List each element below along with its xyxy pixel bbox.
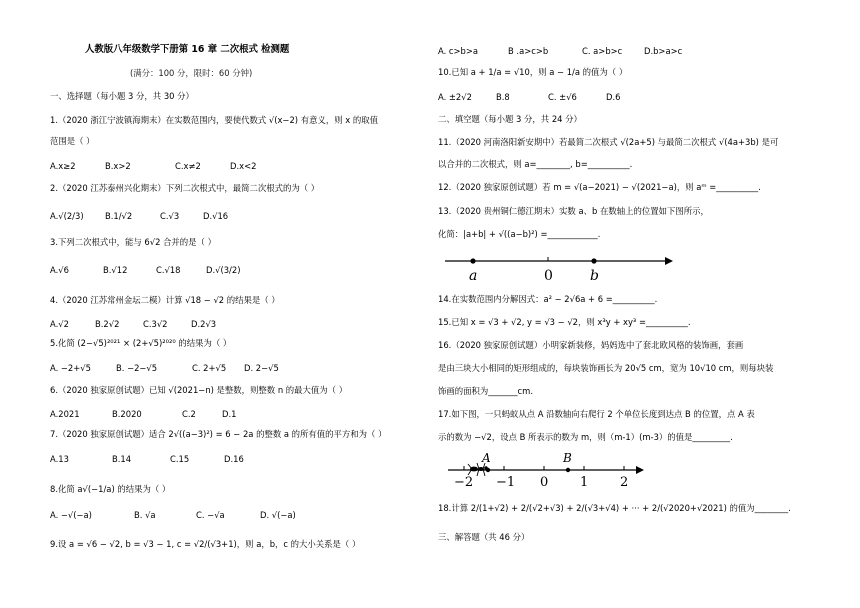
question-4: 4.（2020 江苏常州金坛二模）计算 √18 − √2 的结果是（ ）: [50, 295, 280, 305]
question-1-line-1: 1.（2020 浙江宁波镇海期末）在实数范围内，要使代数式 √(x−2) 有意义，则 x 的取值: [50, 115, 378, 125]
axis-arrow: [665, 257, 673, 265]
option-b[interactable]: B.1/√2: [105, 211, 133, 221]
option-c[interactable]: C.3√2: [143, 319, 168, 329]
question-18-suffix: 的值为________.: [729, 503, 791, 513]
label-b: b: [590, 268, 599, 284]
point-b: [591, 258, 596, 263]
section-heading-choice: 一、选择题（每小题 3 分，共 30 分）: [50, 91, 194, 101]
question-2-options: [50, 210, 228, 222]
section-heading-answer: 三、解答题（共 46 分）: [438, 532, 530, 542]
option-d[interactable]: D.1: [222, 409, 237, 419]
question-16-line-2: 是由三块大小相同的矩形组成的，每块装饰画长为 20√5 cm，宽为 10√10 cm，则每块装: [438, 363, 774, 373]
option-c[interactable]: C. 2+√5: [192, 363, 227, 373]
tick-label-neg2: −2: [454, 475, 474, 490]
question-1-options: [50, 160, 256, 172]
question-3-options: [50, 264, 240, 276]
tick-label-2: 2: [620, 475, 629, 490]
question-9-options: [438, 45, 682, 57]
option-c[interactable]: C.√18: [156, 265, 181, 275]
question-10: 10.已知 a + 1/a = √10，则 a − 1/a 的值为（ ）: [438, 67, 628, 77]
number-line-ant: [446, 451, 651, 491]
question-15: 15.已知 x = √3 + √2, y = √3 − √2，则 x³y + xy³ =__________.: [438, 317, 691, 327]
tick-label-1: 1: [580, 475, 589, 490]
question-17-line-1: 17.如下图，一只蚂蚁从点 A 沿数轴向右爬行 2 个单位长度到达点 B 的位置，点 A 表: [438, 409, 755, 419]
tick-label-0: 0: [540, 475, 549, 490]
question-17-line-2: 示的数为 −√2，设点 B 所表示的数为 m，则（m-1）(m-3）的值是_________.: [438, 432, 733, 442]
question-14: 14.在实数范围内分解因式：a² − 2√6a + 6 =__________.: [438, 294, 658, 304]
question-2: 2.（2020 江苏泰州兴化期末）下列二次根式中，最简二次根式的为（ ）: [50, 183, 320, 193]
question-7-options: [50, 453, 244, 465]
question-10-options: [438, 91, 620, 103]
question-11-line-1: 11.（2020 河南洛阳新安期中）若最简二次根式 √(2a+5) 与最简二次根式 √(4a+3b) 是可: [438, 137, 779, 147]
option-d[interactable]: D.x<2: [230, 161, 257, 171]
number-line-ab: [443, 250, 678, 286]
option-b[interactable]: B.x>2: [105, 161, 131, 171]
section-heading-fill: 二、填空题（每小题 3 分，共 24 分）: [438, 114, 582, 124]
option-d[interactable]: D. √(−a): [260, 510, 296, 520]
question-3: 3.下列二次根式中，能与 6√2 合并的是（ ）: [50, 237, 216, 247]
label-point-a: A: [482, 451, 491, 465]
tick-label-neg1: −1: [496, 475, 516, 490]
option-a[interactable]: A. −√(−a): [50, 510, 92, 520]
option-a[interactable]: A. −2+√5: [50, 363, 91, 373]
question-18-expression: 2/(1+√2) + 2/(√2+√3) + 2/(√3+√4) + ··· + 2/(√2020+√2021): [470, 503, 727, 513]
option-b[interactable]: B.2020: [112, 409, 142, 419]
question-13-line-1: 13.（2020 贵州铜仁德江期末）实数 a、b 在数轴上的位置如下图所示，: [438, 206, 709, 216]
point-a-dot: [486, 468, 490, 472]
label-zero: 0: [544, 268, 553, 284]
label-a: a: [469, 268, 478, 284]
question-13-line-2: 化简：|a+b| + √((a−b)²) =____________.: [438, 229, 601, 239]
point-a: [470, 258, 475, 263]
exam-subtitle: (满分：100 分，限时：60 分钟): [130, 68, 253, 78]
question-16-line-1: 16.（2020 独家原创试题）小明家新装修，妈妈选中了套北欧风格的装饰画，套画: [438, 340, 744, 350]
option-c[interactable]: C. a>b>c: [582, 46, 623, 56]
option-b[interactable]: B.2√2: [95, 319, 120, 329]
option-a[interactable]: A.x≥2: [50, 161, 76, 171]
option-b[interactable]: B .a>c>b: [508, 46, 549, 56]
question-18: [438, 502, 791, 514]
option-c[interactable]: C. −√a: [196, 510, 225, 520]
question-8-options: [50, 509, 296, 521]
option-d[interactable]: D.√(3/2): [206, 265, 241, 275]
option-b[interactable]: B.√12: [103, 265, 128, 275]
question-9: 9.设 a = √6 − √2, b = √3 − 1, c = √2/(√3+1)，则 a，b，c 的大小关系是（ ）: [50, 539, 361, 549]
option-b[interactable]: B. √a: [134, 510, 156, 520]
point-b-dot: [566, 468, 570, 472]
question-1-line-2: 范围是（ ）: [50, 136, 95, 146]
option-d[interactable]: D.√16: [203, 211, 229, 221]
axis-arrow: [636, 466, 644, 474]
option-d[interactable]: D. 2−√5: [244, 363, 279, 373]
option-c[interactable]: C.x≠2: [175, 161, 201, 171]
question-16-line-3: 饰画的面积为_______cm.: [438, 386, 533, 396]
option-b[interactable]: B.8: [496, 92, 510, 102]
option-b[interactable]: B.14: [112, 454, 132, 464]
question-4-options: [50, 318, 216, 330]
option-a[interactable]: A.√6: [50, 265, 69, 275]
question-6-options: [50, 408, 236, 420]
option-b[interactable]: B. −2−√5: [116, 363, 158, 373]
question-5-options: [50, 362, 279, 374]
option-a[interactable]: A.√(2/3): [50, 211, 84, 221]
question-12: 12.（2020 独家原创试题）若 m = √(a−2021) − √(2021−a)，则 aᵐ =__________.: [438, 182, 761, 192]
question-11-line-2: 以合并的二次根式，则 a=________, b=__________.: [438, 159, 633, 169]
option-a[interactable]: A.13: [50, 454, 69, 464]
option-c[interactable]: C.15: [170, 454, 190, 464]
option-a[interactable]: A.2021: [50, 409, 80, 419]
option-d[interactable]: D.2√3: [191, 319, 217, 329]
question-5: 5.化简 (2−√5)²⁰²¹ × (2+√5)²⁰²⁰ 的结果为（ ）: [50, 338, 232, 348]
exam-title: 人教版八年级数学下册第 16 章 二次根式 检测题: [85, 44, 290, 55]
label-point-b: B: [563, 451, 572, 465]
option-d[interactable]: D.6: [606, 92, 621, 102]
question-18-prefix: 18.计算: [438, 503, 469, 513]
option-a[interactable]: A. c>b>a: [438, 46, 478, 56]
option-c[interactable]: C. ±√6: [548, 92, 577, 102]
option-a[interactable]: A.√2: [50, 319, 69, 329]
option-c[interactable]: C.2: [182, 409, 196, 419]
question-6: 6.（2020 独家原创试题）已知 √(2021−n) 是整数，则整数 n 的最大值为（ ）: [50, 385, 348, 395]
question-7: 7.（2020 独家原创试题）适合 2√((a−3)²) = 6 − 2a 的整数 a 的所有值的平方和为（ ）: [50, 429, 387, 439]
option-d[interactable]: D.16: [224, 454, 244, 464]
option-d[interactable]: D.b>a>c: [644, 46, 683, 56]
option-c[interactable]: C.√3: [160, 211, 180, 221]
option-a[interactable]: A. ±2√2: [438, 92, 472, 102]
question-8: 8.化简 a√(−1/a) 的结果为（ ）: [50, 484, 171, 494]
